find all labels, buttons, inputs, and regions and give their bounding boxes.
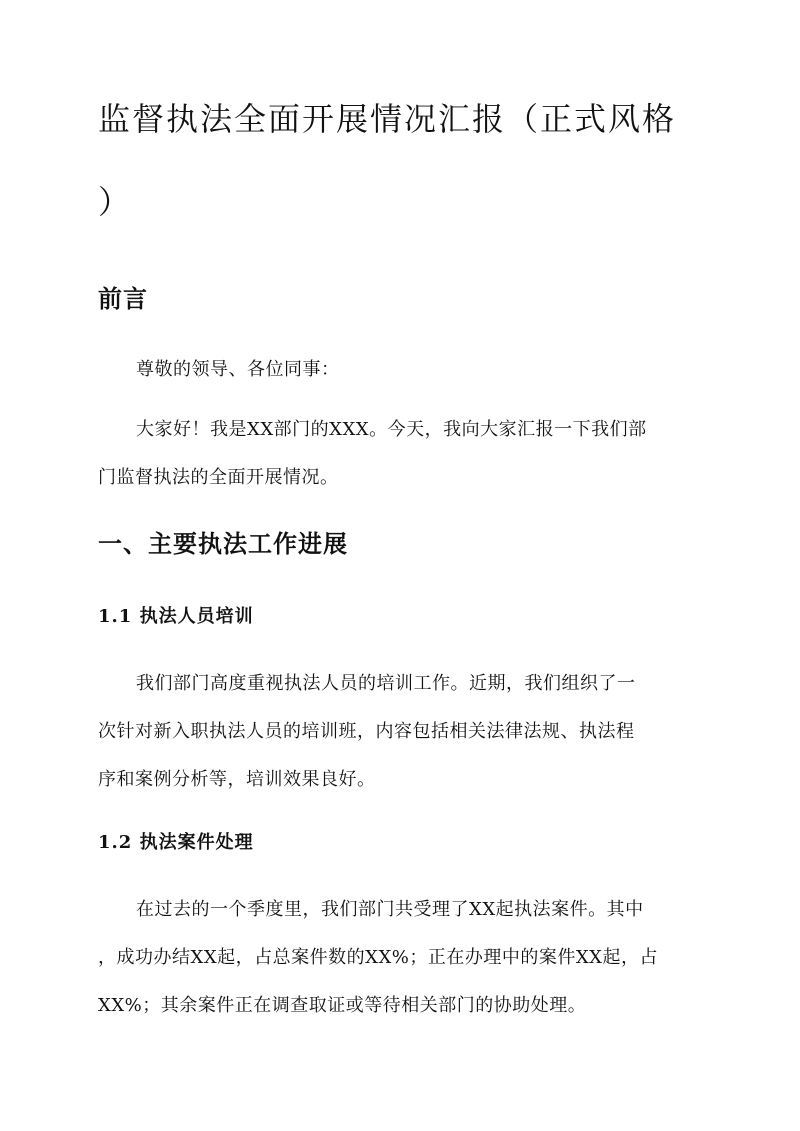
document-title-line-2: ） xyxy=(98,183,133,221)
training-paragraph-line-3: 序和案例分析等，培训效果良好。 xyxy=(98,769,376,790)
section-heading-main-progress: 一、主要执法工作进展 xyxy=(98,529,348,558)
intro-paragraph-line-1: 大家好！我是XX部门的XXX。今天，我向大家汇报一下我们部 xyxy=(136,419,647,440)
cases-paragraph-line-3: XX%；其余案件正在调查取证或等待相关部门的协助处理。 xyxy=(98,995,587,1016)
training-paragraph-line-2: 次针对新入职执法人员的培训班，内容包括相关法律法规、执法程 xyxy=(98,721,635,742)
document-title-line-1: 监督执法全面开展情况汇报（正式风格 xyxy=(98,100,677,138)
training-paragraph-line-1: 我们部门高度重视执法人员的培训工作。近期，我们组织了一 xyxy=(136,673,636,694)
intro-paragraph-line-2: 门监督执法的全面开展情况。 xyxy=(98,467,339,488)
greeting-text: 尊敬的领导、各位同事： xyxy=(136,359,340,380)
preface-heading: 前言 xyxy=(98,284,148,313)
cases-paragraph-line-1: 在过去的一个季度里，我们部门共受理了XX起执法案件。其中 xyxy=(136,899,644,920)
cases-paragraph-line-2: ，成功办结XX起，占总案件数的XX%；正在办理中的案件XX起，占 xyxy=(98,947,658,968)
subsection-heading-training: 1.1 执法人员培训 xyxy=(98,606,254,627)
subsection-heading-case-handling: 1.2 执法案件处理 xyxy=(98,832,254,853)
